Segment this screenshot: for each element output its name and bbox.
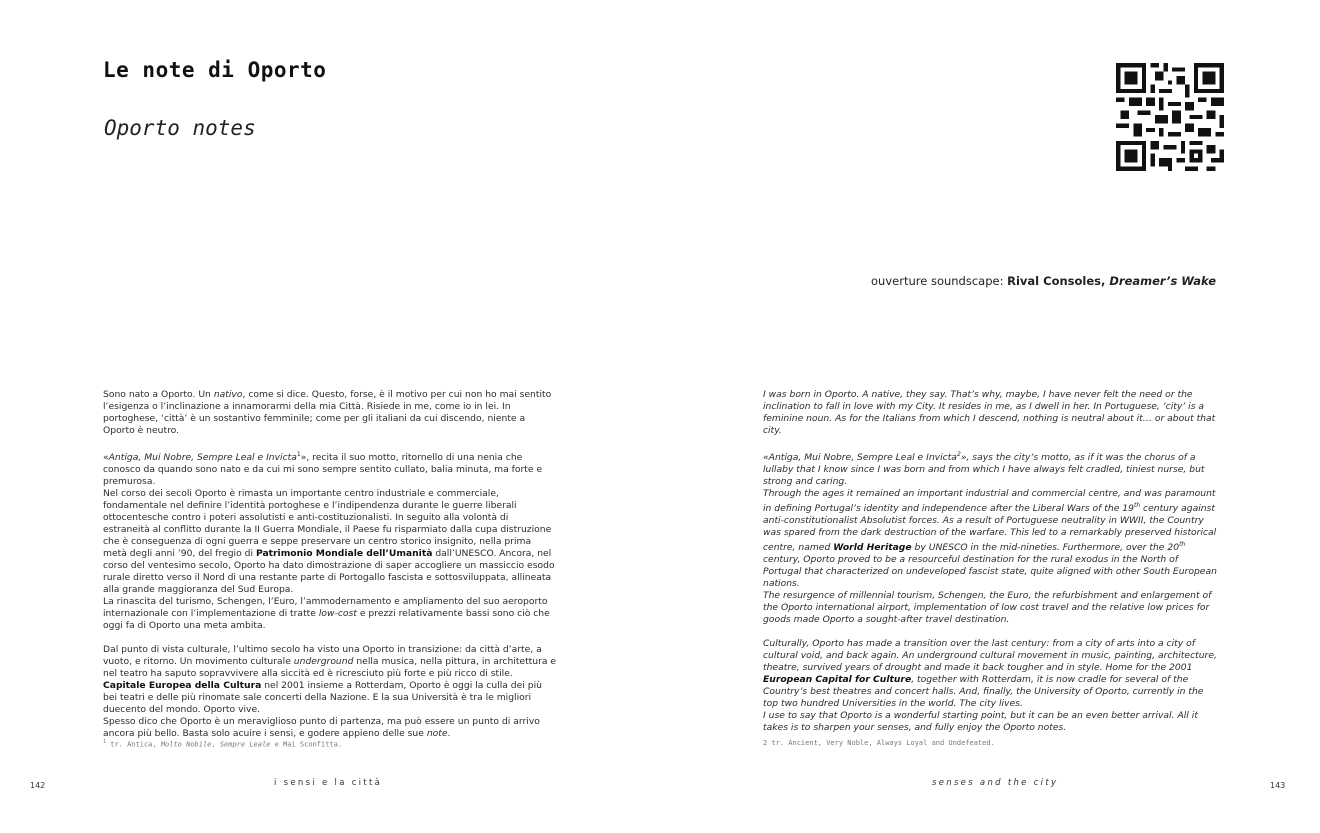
page-subtitle: Oporto notes: [104, 116, 256, 140]
paragraph: I use to say that Oporto is a wonderful starting point, but it can be an even better arrival. All it takes is to sharpen your senses, and fully enjoy the Oporto notes.: [763, 710, 1198, 734]
paragraph: Sono nato a Oporto. Un nativo, come si dice. Questo, forse, è il motivo per cui non ho mai sentito l’esigenza o l’inclinazione a innamorarmi della mia Città. Risiede in me, come io in lei. In portoghese, ‘città’ è un sostantivo femminile; come per gli italiani da cui discendo, niente a Oporto è neutro.: [103, 389, 552, 436]
paragraph: Nel corso dei secoli Oporto è rimasta un importante centro industriale e commerciale, fondamentale nel definire l’identità portoghese e l’indipendenza durante le guerre liberali ottocentesche contro i poteri assolutisti e anti-costituzionalisti. In seguito alla volontà di estraneità al conflitto durante la II Guerra Mondiale, il Paese fu risparmiato dalla cupa distruzione che è conseguenza di ogni guerra e seppe preservare un centro storico insignito, nella prima metà degli anni ’90, del fregio di Patrimonio Mondiale dell’Umanità dall’UNESCO. Ancora, nel corso del ventesimo secolo, Oporto ha dato dimostrazione di saper accogliere un massiccio esodo rurale diretto verso il Nord di una restante parte di Portogallo fascista e sottosviluppata, allineata alla grande maggioranza del Sud Europa.: [103, 488, 555, 596]
paragraph: La rinascita del turismo, Schengen, l’Euro, l’ammodernamento e ampliamento del suo aeroporto internazionale con l’implementazione di tratte low-cost e prezzi relativamente bassi sono ciò che oggi fa di Oporto una meta ambita.: [103, 596, 550, 632]
footnote-right: 2 tr. Ancient, Very Noble, Always Loyal and Undefeated.: [763, 739, 995, 747]
english-text-column: [763, 389, 1217, 734]
paragraph: «Antiga, Mui Nobre, Sempre Leal e Invicta$^1$», recita il suo motto, ritornello di una nenia che conosco da quando sono nato e da cui mi sono sempre sentito cullato, balia minuta, ma forte e premurosa.: [103, 451, 543, 488]
paragraph: Culturally, Oporto has made a transition over the last century: from a city of arts into a city of cultural void, and back again. An underground cultural movement in music, painting, architecture, theatre, survived years of drought and made it back tougher and in style. Home for the 2001 European Capital for Culture, together with Rotterdam, it is now cradle for several of the Country’s best theatres and concert halls. And, finally, the University of Oporto, currently in the top two hundred Universities in the world. The city lives.: [763, 638, 1217, 710]
paragraph: The resurgence of millennial tourism, Schengen, the Euro, the refurbishment and enlargement of the Oporto international airport, implementation of low cost travel and the relative low prices for goods made Oporto a sought-after travel destination.: [763, 590, 1212, 626]
paragraph: I was born in Oporto. A native, they say. That’s why, maybe, I have never felt the need or the inclination to fall in love with my City. It resides in me, as I dwell in her. In Portuguese, ‘city’ is a feminine noun. As for the Italians from which I descend, nothing is neutral about it… or about that city.: [763, 389, 1216, 436]
footnote-left: $^1$ tr. Antica, Molto Nobile, Sempre Leale e Mai Sconfitta.: [103, 739, 343, 749]
page-number-right: 143: [1270, 781, 1286, 790]
running-header-right: senses and the city: [932, 778, 1059, 788]
soundscape-track: Dreamer’s Wake: [1109, 274, 1216, 288]
paragraph: Through the ages it remained an important industrial and commercial centre, and was paramount in defining Portugal’s identity and independence after the Liberal Wars of the 19th century against anti-constitutionalist Absolutist forces. As a result of Portuguese neutrality in WWII, the Country was spared from the dark destruction of the warfare. This led to a remarkably preserved historical centre, named World Heritage by UNESCO in the mid-nineties. Furthermore, over the 20th century, Oporto proved to be a resourceful destination for the rural exodus in the North of Portugal that characterized on undeveloped fascist state, quite aligned with other South European nations.: [763, 488, 1217, 590]
qr-code-icon: [1116, 63, 1224, 171]
footnote-ref: 2: [956, 451, 961, 458]
soundscape-artist: Rival Consoles,: [1007, 274, 1110, 288]
italian-text-column: [103, 389, 557, 740]
page-number-left: 142: [30, 781, 46, 790]
soundscape-prefix: ouverture soundscape:: [871, 274, 1008, 288]
page-title: Le note di Oporto: [103, 58, 327, 82]
paragraph: «Antiga, Mui Nobre, Sempre Leal e Invicta$^2$», says the city’s motto, as if it was the chorus of a lullaby that I know since I was born and from which I have always felt cradled, tiniest nurse, but strong and caring.: [763, 451, 1205, 488]
running-header-left: i sensi e la città: [274, 778, 383, 788]
paragraph: Dal punto di vista culturale, l’ultimo secolo ha visto una Oporto in transizione: da città d’arte, a vuoto, e ritorno. Un movimento culturale underground nella musica, nella pittura, in architettura e nel teatro ha saputo sopravvivere alla siccità ed è ricresciuto più forte e più ricco di stile. Capitale Europea della Cultura nel 2001 insieme a Rotterdam, Oporto è oggi la culla dei più bei teatri e delle più rinomate sale concerti della Nazione. E la sua Università è tra le migliori duecento del mondo. Oporto vive.: [103, 644, 557, 716]
paragraph: Spesso dico che Oporto è un meraviglioso punto di partenza, ma può essere un punto di arrivo ancora più bello. Basta solo acuire i sensi, e godere appieno delle sue note.: [103, 716, 540, 740]
footnote-ref: 1: [296, 451, 301, 458]
soundscape-credit: [871, 274, 1216, 288]
